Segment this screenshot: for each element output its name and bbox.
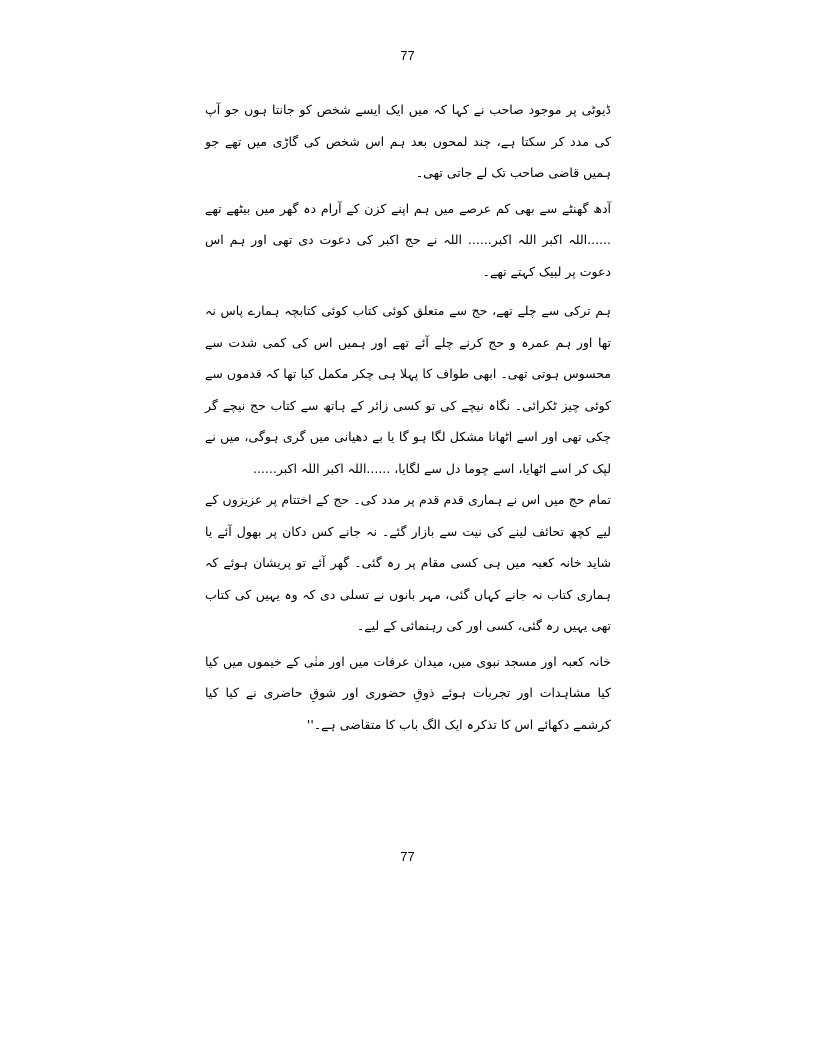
paragraph-5: خانہ کعبہ اور مسجد نبوی میں، میدان عرفات میں اور منٰی کے خیموں میں کیا کیا مشاہدات اور تجربات ہوئے ذوقِ حضوری اور شوقِ حاضری نے کیا کیا کرشمے دکھائے اس کا تذکرہ ایک الگ باب کا متقاضی ہے۔'' <box>205 653 611 732</box>
paragraph-1: ڈیوٹی پر موجود صاحب نے کہا کہ میں ایک ایسے شخص کو جانتا ہوں جو آپ کی مدد کر سکتا ہے، چند لمحوں بعد ہم اس شخص کی گاڑی میں تھے جو ہمیں قاضی صاحب تک لے جاتی تھی۔ <box>205 102 611 180</box>
paragraph-2: آدھ گھنٹے سے بھی کم عرصے میں ہم اپنے کزن کے آرام دہ گھر میں بیٹھے تھے ......اللہ اکبر اللہ اکبر...... اللہ نے حج اکبر کی دعوت دی تھی اور ہم اس دعوت پر لبیک کہتے تھے۔ <box>205 200 611 279</box>
page-number-bottom: 77 <box>400 849 415 864</box>
page-number-top: 77 <box>400 48 415 63</box>
paragraph-3: ہم ترکی سے چلے تھے، حج سے متعلق کوئی کتاب کوئی کتابچہ ہمارے پاس نہ تھا اور ہم عمرہ و حج کرنے چلے آئے تھے اور ہمیں اس کی کمی شدت سے محسوس ہوتی تھی۔ ابھی طواف کا پہلا ہی چکر مکمل کیا تھا کہ قدموں سے کوئی چیز ٹکرائی۔ نگاہ نیچے کی تو کسی زائر کے ہاتھ سے کتاب حج نیچے گر چکی تھی اور اسے اٹھانا مشکل لگا ہو گا یا بے دھیانی میں گری ہوگی، میں نے لپک کر اسے اٹھایا، اسے چوما دل سے لگایا، ......اللہ اکبر اللہ اکبر...... <box>205 303 611 476</box>
document-body <box>205 94 611 740</box>
paragraph-4: تمام حج میں اس نے ہماری قدم قدم پر مدد کی۔ حج کے اختتام پر عزیزوں کے لیے کچھ تحائف لینے کی نیت سے بازار گئے۔ نہ جانے کس دکان پر بھول آئے یا شاید خانہ کعبہ میں ہی کسی مقام پر رہ گئی۔ گھر آئے تو پریشان ہوئے کہ ہماری کتاب نہ جانے کہاں گئی، مہر بانوں نے تسلی دی کہ وہ یہیں کی کتاب تھی یہیں رہ گئی، کسی اور کی رہنمائی کے لیے۔ <box>205 492 611 633</box>
